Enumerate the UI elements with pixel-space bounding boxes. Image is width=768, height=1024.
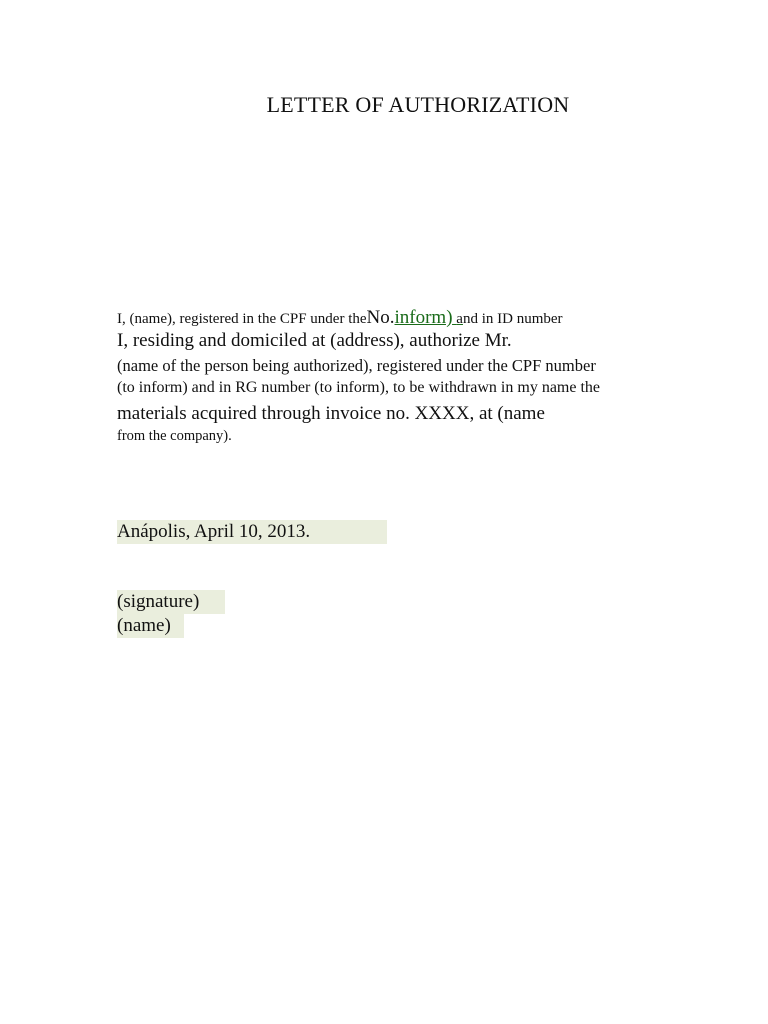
body-line-1 <box>117 307 563 329</box>
body-line-4: (to inform) and in RG number (to inform), to be withdrawn in my name the <box>117 379 601 396</box>
number-abbrev: No. <box>366 307 395 328</box>
signature-placeholder: (signature) <box>117 590 225 614</box>
place-date: Anápolis, April 10, 2013. <box>117 520 387 544</box>
body-line-1-text: I, (name), registered in the CPF under the <box>117 311 367 327</box>
body-line-5: materials acquired through invoice no. XXXX, at (name <box>117 403 545 424</box>
inform-field: inform) <box>394 307 453 328</box>
body-line-1-and: a <box>456 311 463 327</box>
document-title: LETTER OF AUTHORIZATION <box>266 92 570 117</box>
body-line-6: from the company). <box>117 428 232 444</box>
body-line-1-rest: nd in ID number <box>462 311 563 327</box>
body-line-2: I, residing and domiciled at (address), authorize Mr. <box>117 330 512 351</box>
name-placeholder: (name) <box>117 614 184 638</box>
body-line-3: (name of the person being authorized), registered under the CPF number <box>117 356 596 375</box>
